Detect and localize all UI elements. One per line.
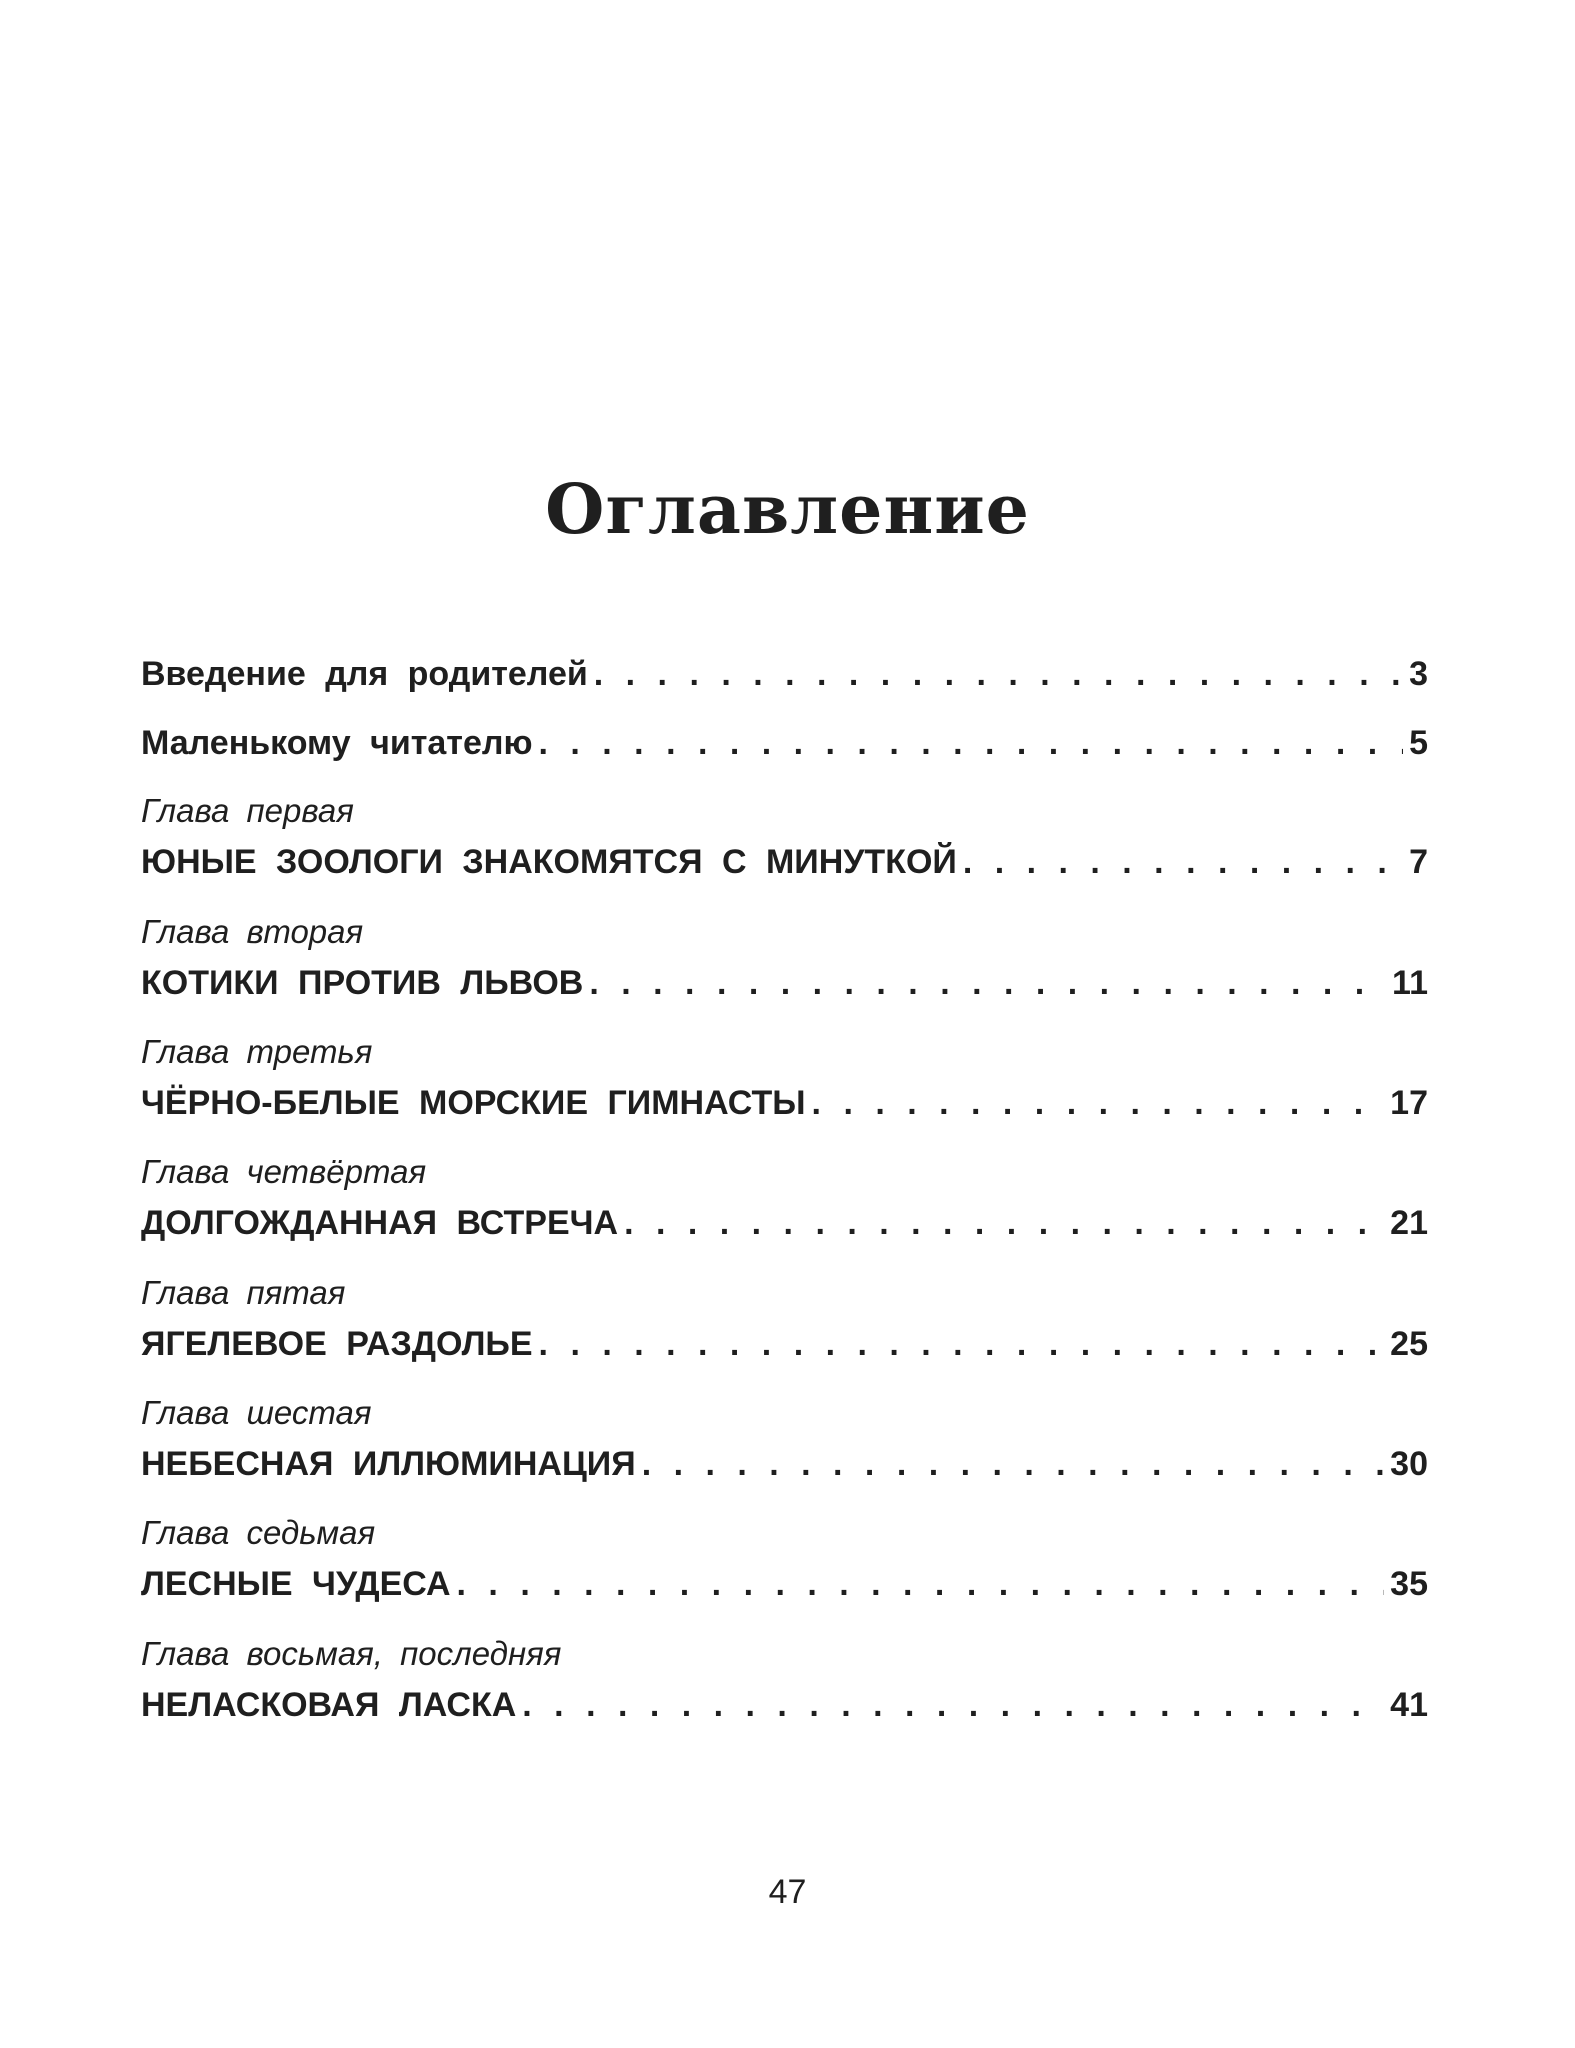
chapter-heading: Глава первая	[141, 792, 354, 829]
toc-entry-label: НЕЛАСКОВАЯ ЛАСКА	[141, 1686, 517, 1724]
page-title: Оглавление	[545, 470, 1030, 550]
toc-entry-chapter-8[interactable]	[141, 1683, 1428, 1727]
toc-entry-chapter-5[interactable]	[141, 1322, 1428, 1366]
dot-leader	[594, 652, 1403, 696]
dot-leader	[642, 1442, 1384, 1486]
toc-entry-intro-parents[interactable]	[141, 652, 1428, 696]
toc-entry-page: 25	[1390, 1325, 1428, 1363]
toc-entry-page: 41	[1390, 1686, 1428, 1724]
chapter-heading: Глава вторая	[141, 913, 364, 950]
dot-leader	[812, 1081, 1385, 1125]
toc-entry-page: 35	[1390, 1565, 1428, 1603]
toc-entry-label: ЮНЫЕ ЗООЛОГИ ЗНАКОМЯТСЯ С МИНУТКОЙ	[141, 843, 957, 881]
chapter-heading: Глава четвёртая	[141, 1153, 427, 1190]
dot-leader	[457, 1562, 1385, 1606]
dot-leader	[522, 1683, 1384, 1727]
toc-entry-page: 17	[1390, 1084, 1428, 1122]
chapter-heading: Глава шестая	[141, 1394, 372, 1431]
dot-leader	[624, 1201, 1384, 1245]
chapter-heading: Глава третья	[141, 1033, 373, 1070]
toc-entry-page: 7	[1409, 843, 1428, 881]
chapter-heading: Глава пятая	[141, 1274, 346, 1311]
page-number: 47	[768, 1873, 807, 1911]
toc-entry-chapter-4[interactable]	[141, 1201, 1428, 1245]
toc-entry-chapter-2[interactable]	[141, 961, 1428, 1005]
toc-entry-label: ЛЕСНЫЕ ЧУДЕСА	[141, 1565, 451, 1603]
toc-entry-intro-reader[interactable]	[141, 721, 1428, 765]
toc-entry-label: ЯГЕЛЕВОЕ РАЗДОЛЬЕ	[141, 1325, 533, 1363]
toc-entry-chapter-7[interactable]	[141, 1562, 1428, 1606]
dot-leader	[963, 840, 1403, 884]
toc-entry-page: 3	[1409, 655, 1428, 693]
toc-entry-chapter-6[interactable]	[141, 1442, 1428, 1486]
toc-entry-page: 21	[1390, 1204, 1428, 1242]
toc-entry-chapter-3[interactable]	[141, 1081, 1428, 1125]
chapter-heading: Глава восьмая, последняя	[141, 1635, 562, 1672]
dot-leader	[539, 1322, 1385, 1366]
toc-entry-page: 11	[1392, 964, 1428, 1002]
toc-entry-label: ДОЛГОЖДАННАЯ ВСТРЕЧА	[141, 1204, 619, 1242]
toc-entry-page: 5	[1409, 724, 1428, 762]
dot-leader	[539, 721, 1404, 765]
toc-entry-label: ЧЁРНО-БЕЛЫЕ МОРСКИЕ ГИМНАСТЫ	[141, 1084, 806, 1122]
toc-entry-label: Введение для родителей	[141, 655, 588, 693]
toc-entry-chapter-1[interactable]	[141, 840, 1428, 884]
toc-entry-label: КОТИКИ ПРОТИВ ЛЬВОВ	[141, 964, 584, 1002]
chapter-heading: Глава седьмая	[141, 1514, 376, 1551]
dot-leader	[589, 961, 1386, 1005]
toc-entry-label: НЕБЕСНАЯ ИЛЛЮМИНАЦИЯ	[141, 1445, 636, 1483]
toc-entry-page: 30	[1390, 1445, 1428, 1483]
toc-entry-label: Маленькому читателю	[141, 724, 533, 762]
